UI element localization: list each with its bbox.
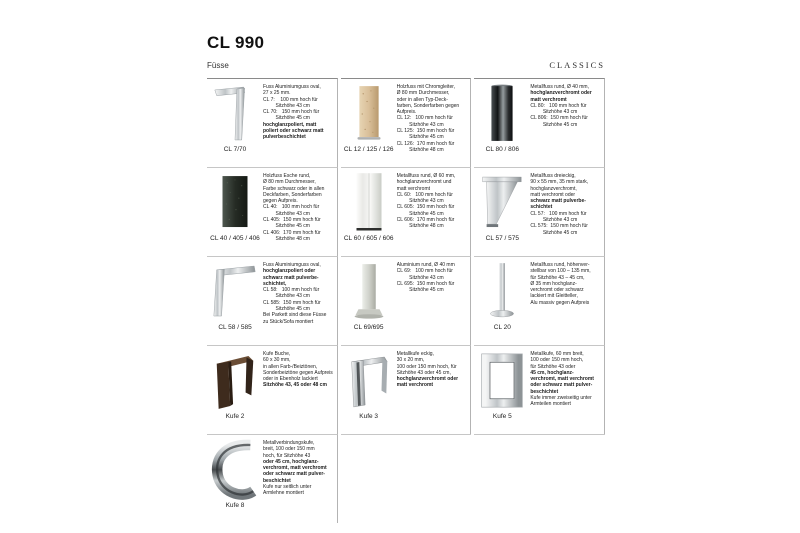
empty-cell <box>474 434 605 523</box>
product-cell <box>474 78 605 167</box>
description-line: schichtet, <box>263 280 287 287</box>
description-line: Sitzhöhe 43 cm <box>530 109 578 116</box>
description-line: Armteilen montiert <box>530 401 571 408</box>
description-line: für Sitzhöhe 43 – 45 cm, <box>530 274 585 281</box>
description-line: Metallverbindungskufe, <box>263 440 315 446</box>
description-line: Sitzhöhe 45 cm <box>396 287 444 294</box>
description-line: lackiert mit Gleitteller, <box>530 293 578 300</box>
description-line: CL 406: 170 mm hoch für <box>263 229 321 236</box>
description-line: Metallfuss rund, Ø 40 mm, <box>530 84 589 90</box>
product-description <box>263 171 335 256</box>
content-area <box>207 33 605 523</box>
product-figure <box>207 171 263 256</box>
description-line: Kufe nur seitlich unter <box>263 484 312 491</box>
description-line: hochglanzverchromt und <box>396 179 452 186</box>
description-line: Kufe immer zweiseitig unter <box>530 395 592 402</box>
description-line: Sitzhöhe 45 cm <box>396 210 444 217</box>
product-figure <box>474 82 530 167</box>
product-cell <box>474 167 605 256</box>
description-line: pulverbeschichtet <box>263 134 306 141</box>
product-description <box>530 171 602 256</box>
description-line: Sitzhöhe 48 cm <box>396 146 444 153</box>
product-cell <box>207 345 338 434</box>
product-description <box>530 82 602 167</box>
product-label: Kufe 2 <box>225 413 245 420</box>
description-line: verchromt, matt verchromt <box>530 376 594 383</box>
description-line: Ø 80 mm Durchmesser, <box>396 90 450 97</box>
description-line: oder 45 cm, hochglanz- <box>263 458 319 465</box>
ash-cylinder-photo <box>210 171 260 235</box>
product-cell <box>207 434 338 523</box>
description-line: Metallfuss rund, höhenver- <box>530 262 590 268</box>
description-line: Sitzhöhe 45 cm <box>396 134 444 141</box>
chrome-box-runner-photo <box>477 349 527 413</box>
description-line: matt verchromt <box>530 96 567 103</box>
description-line: hochglanzverchromt, <box>530 185 577 192</box>
description-line: Sitzhöhe 45 cm <box>263 223 310 230</box>
description-line: hochglanzverchromt oder <box>530 90 592 97</box>
description-line: CL 125: 150 mm hoch für <box>396 128 455 135</box>
description-line: CL 7: 100 mm hoch für <box>263 96 318 103</box>
product-description <box>530 349 602 434</box>
description-line: Ø 35 mm hochglanz- <box>530 280 577 287</box>
description-line: beschichtet <box>530 388 559 395</box>
product-description <box>397 171 469 256</box>
product-label: CL 20 <box>493 324 511 331</box>
product-figure <box>474 260 530 345</box>
description-line: Sitzhöhe 43 cm <box>263 293 310 300</box>
description-line: 100 oder 150 mm hoch, für <box>396 363 457 370</box>
description-line: Sitzhöhe 45 cm <box>263 306 310 313</box>
description-line: CL 69: 100 mm hoch für <box>396 268 453 275</box>
chrome-pole-disc-photo <box>477 260 527 324</box>
description-line: schwarz matt pulverbe- <box>263 274 319 281</box>
description-line: Sitzhöhe 43 oder 45 cm, <box>396 369 451 376</box>
description-line: CL 80: 100 mm hoch für <box>530 102 587 109</box>
description-line: Holzfuss Esche rund, <box>263 173 311 179</box>
description-line: schichtet <box>530 204 553 211</box>
description-line: 100 oder 150 mm hoch, <box>530 357 584 364</box>
product-description <box>263 82 335 167</box>
product-description <box>263 438 335 523</box>
description-line: 60 x 30 mm, <box>263 357 291 364</box>
description-line: Bei Parkett sind diese Füsse <box>263 312 327 319</box>
product-figure <box>474 171 530 256</box>
description-line: stellbar von 100 – 135 mm, <box>530 268 591 275</box>
white-cylinder-photo <box>344 171 394 235</box>
brand-logo: CLASSICS <box>549 60 605 70</box>
description-line: CL 585: 150 mm hoch für <box>263 299 321 306</box>
description-line: Sitzhöhe 43 cm <box>263 210 310 217</box>
description-line: Aufpreis. <box>396 109 417 116</box>
product-figure <box>207 349 263 434</box>
description-line: hoch, für Sitzhöhe 43 <box>263 452 311 459</box>
angle-foot-left-photo <box>210 260 260 324</box>
product-cell <box>207 256 338 345</box>
description-line: oder in allen Typ-Deck- <box>396 96 448 103</box>
product-label: CL 69/695 <box>353 324 384 331</box>
product-label: CL 7/70 <box>223 146 247 153</box>
product-description <box>397 349 469 434</box>
description-line: Sitzhöhe 45 cm <box>263 115 310 122</box>
description-line: Metallkufe, 60 mm breit, <box>530 351 584 357</box>
product-figure <box>207 260 263 345</box>
description-line: verchromt oder schwarz <box>530 287 584 294</box>
chrome-runner-photo <box>344 349 394 413</box>
product-label: CL 80 / 806 <box>485 146 520 153</box>
product-figure <box>341 82 397 167</box>
description-line: Fuss Aluminiumguss oval, <box>263 262 321 268</box>
description-line: CL 58: 100 mm hoch für <box>263 287 320 294</box>
description-line: oder schwarz matt pulver- <box>263 471 325 478</box>
description-line: Armlehne montiert <box>263 490 304 497</box>
description-line: Sitzhöhe 45 cm <box>530 121 578 128</box>
product-figure <box>207 438 263 523</box>
description-line: CL 806: 150 mm hoch für <box>530 115 588 122</box>
description-line: Ø 80 mm Durchmesser, <box>263 179 316 186</box>
description-line: hochglanzpoliert oder <box>263 268 316 275</box>
empty-cell <box>341 434 472 523</box>
description-line: 45 cm, hochglanz- <box>530 369 574 376</box>
product-description <box>263 260 335 345</box>
description-line: Sitzhöhe 43 cm <box>396 274 444 281</box>
description-line: Deckfarben, Sonderfarben <box>263 191 322 198</box>
header-subrow <box>207 60 605 70</box>
product-cell <box>474 345 605 434</box>
description-line: CL 575: 150 mm hoch für <box>530 223 588 230</box>
description-line: Farbe schwarz oder in allen <box>263 185 325 192</box>
description-line: Sitzhöhe 43 cm <box>530 217 578 224</box>
product-description <box>397 260 469 345</box>
description-line: CL 70: 150 mm hoch für <box>263 109 320 116</box>
description-line: Sitzhöhe 45 cm <box>530 229 578 236</box>
product-label: CL 40 / 405 / 406 <box>210 235 260 242</box>
angle-foot-right-photo <box>210 82 260 146</box>
product-label: CL 12 / 125 / 126 <box>343 146 394 153</box>
product-label: Kufe 8 <box>225 502 245 509</box>
description-line: Sitzhöhe 43, 45 oder 48 cm <box>263 382 327 389</box>
product-label: Kufe 5 <box>492 413 512 420</box>
description-line: breit, 100 oder 150 mm <box>263 446 315 453</box>
description-line: in allen Farb-/Beiztönen, <box>263 363 318 370</box>
product-cell <box>474 256 605 345</box>
product-cell <box>341 256 472 345</box>
description-line: CL 606: 170 mm hoch für <box>396 217 455 224</box>
description-line: zu Stück/Sofa montiert <box>263 318 314 325</box>
product-figure <box>341 260 397 345</box>
alu-cylinder-flared-photo <box>344 260 394 324</box>
description-line: poliert oder schwarz matt <box>263 128 324 135</box>
description-line: Sitzhöhe 43 cm <box>263 102 310 109</box>
wood-cylinder-photo <box>344 82 394 146</box>
wood-runner-photo <box>210 349 260 413</box>
description-line: matt verchromt <box>396 185 430 192</box>
description-line: gegen Aufpreis. <box>263 198 298 205</box>
description-line: Sonderbeiztöne gegen Aufpreis <box>263 369 333 376</box>
product-label: Kufe 3 <box>359 413 379 420</box>
description-line: Aluminium rund, Ø 40 mm <box>396 262 455 268</box>
description-line: Sitzhöhe 48 cm <box>396 223 444 230</box>
description-line: verchromt, matt verchromt <box>263 465 327 472</box>
product-label: CL 58 / 585 <box>218 324 252 331</box>
description-line: Alu massiv gegen Aufpreis <box>530 299 590 306</box>
description-line: Sitzhöhe 43 cm <box>396 121 444 128</box>
product-description <box>530 260 602 345</box>
product-figure <box>207 82 263 167</box>
description-line: CL 12: 100 mm hoch für <box>396 115 453 122</box>
product-cell <box>207 167 338 256</box>
product-grid <box>207 78 605 523</box>
description-line: matt verchromt oder <box>530 191 576 198</box>
description-line: matt verchromt <box>396 382 434 389</box>
description-line: CL 405: 150 mm hoch für <box>263 217 321 224</box>
description-line: CL 605: 150 mm hoch für <box>396 204 455 211</box>
description-line: CL 126: 170 mm hoch für <box>396 140 455 147</box>
product-label: CL 57 / 575 <box>485 235 520 242</box>
description-line: Holzfuss mit Chromgleiter, <box>396 84 456 90</box>
dark-chrome-cylinder-photo <box>477 82 527 146</box>
description-line: Kufe Buche, <box>263 351 291 357</box>
description-line: oder schwarz matt pulver- <box>530 382 593 389</box>
description-line: CL 695: 150 mm hoch für <box>396 280 455 287</box>
page-subtitle: Füsse <box>207 61 229 70</box>
product-cell <box>341 345 472 434</box>
product-figure <box>341 349 397 434</box>
product-description <box>263 349 335 434</box>
description-line: Metallkufe eckig, <box>396 351 434 357</box>
description-line: CL 60: 100 mm hoch für <box>396 191 453 198</box>
chrome-sled-runner-photo <box>210 438 260 502</box>
product-cell <box>207 78 338 167</box>
product-label: CL 60 / 605 / 606 <box>343 235 394 242</box>
product-cell <box>341 78 472 167</box>
description-line: 30 x 20 mm, <box>396 357 425 364</box>
description-line: Metallfuss rund, Ø 60 mm, <box>396 173 456 179</box>
description-line: Fuss Aluminiumguss oval, <box>263 84 321 90</box>
description-line: CL 57: 100 mm hoch für <box>530 210 587 217</box>
product-figure <box>341 171 397 256</box>
description-line: oder in Ebenholz lackiert <box>263 376 318 383</box>
description-line: Metallfuss dreieckig, <box>530 173 576 179</box>
description-line: Sitzhöhe 43 cm <box>396 198 444 205</box>
chrome-triangle-foot-photo <box>477 171 527 235</box>
description-line: beschichtet <box>263 477 291 484</box>
product-description <box>397 82 469 167</box>
description-line: schwarz matt pulverbe- <box>530 198 586 205</box>
description-line: farben, Sonderfarben gegen <box>396 102 460 109</box>
description-line: 27 x 25 mm. <box>263 90 291 97</box>
description-line: hochglanzverchromt oder <box>396 376 459 383</box>
description-line: für Sitzhöhe 43 oder <box>530 363 576 370</box>
page-title: CL 990 <box>207 33 265 52</box>
product-cell <box>341 167 472 256</box>
description-line: CL 40: 100 mm hoch für <box>263 204 320 211</box>
product-figure <box>474 349 530 434</box>
description-line: 90 x 55 mm, 35 mm stark, <box>530 179 589 186</box>
description-line: hochglanzpoliert, matt <box>263 121 317 128</box>
description-line: Sitzhöhe 48 cm <box>263 235 310 242</box>
